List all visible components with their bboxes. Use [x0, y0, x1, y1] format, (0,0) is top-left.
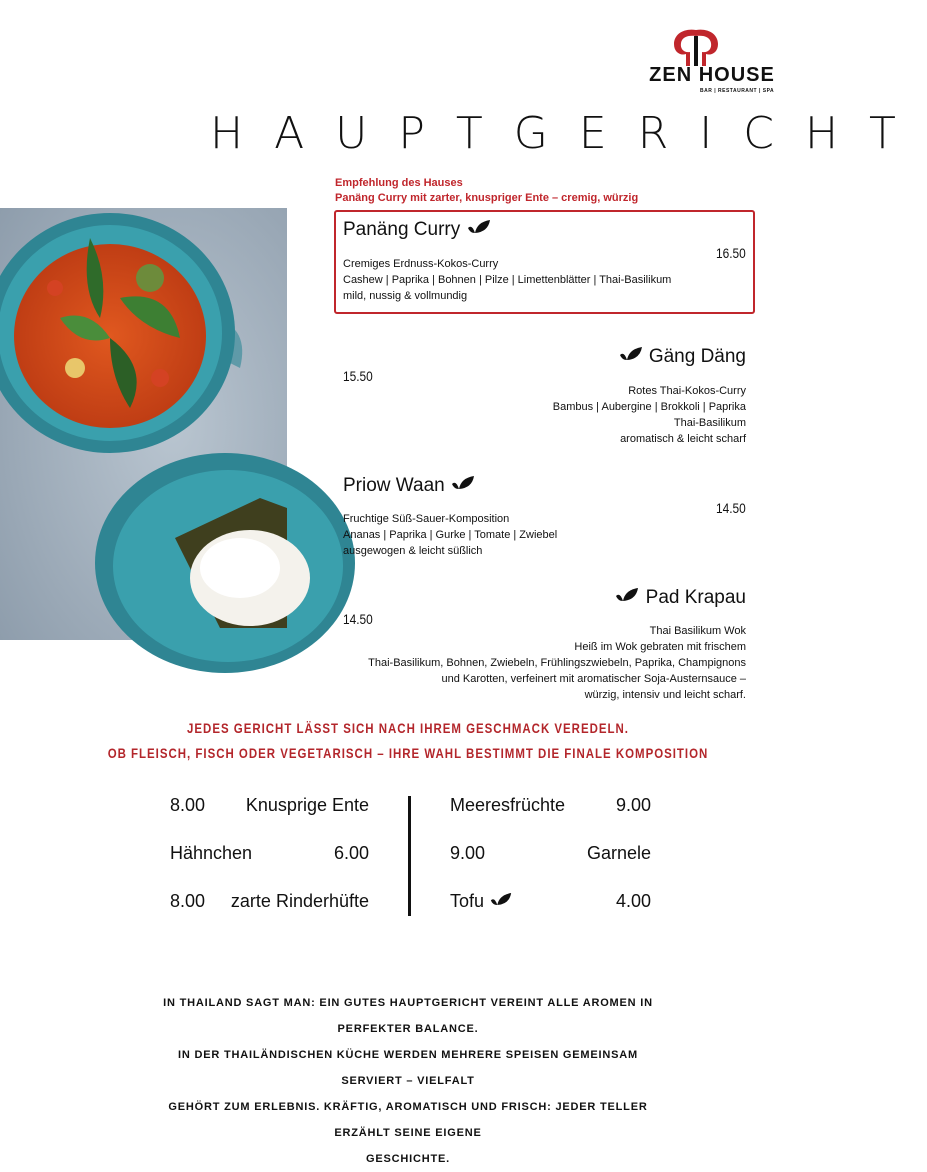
options-divider — [408, 796, 411, 916]
customization-banner-line-2: OB FLEISCH, FISCH ODER VEGETARISCH – IHRE WAHL BESTIMMT DIE FINALE KOMPOSITION — [107, 745, 709, 761]
dish-photo — [0, 208, 287, 640]
desc-line: Ananas | Paprika | Gurke | Tomate | Zwiebel — [343, 529, 558, 541]
option-price: 9.00 — [450, 843, 486, 863]
desc-line: Thai-Basilikum — [673, 417, 746, 429]
dish-name-text: Panäng Curry — [343, 219, 461, 241]
option-name: Hähnchen — [170, 843, 253, 863]
dish-description — [330, 623, 746, 703]
leaf-icon — [489, 891, 513, 913]
desc-line: Cashew | Paprika | Bohnen | Pilze | Limettenblätter | Thai-Basilikum — [343, 274, 672, 286]
dish-name — [343, 474, 476, 498]
option-name: Knusprige Ente — [245, 795, 369, 815]
desc-line: aromatisch & leicht scharf — [620, 433, 746, 445]
option-price: 4.00 — [615, 891, 651, 911]
dish-price: 16.50 — [716, 245, 746, 261]
option-name: Garnele — [586, 843, 651, 863]
brand-tagline: BAR | RESTAURANT | SPA — [700, 88, 775, 94]
leaf-icon — [614, 586, 640, 610]
desc-line: Fruchtige Süß-Sauer-Komposition — [343, 513, 510, 525]
option-price: 9.00 — [615, 795, 651, 815]
dish-price: 14.50 — [716, 500, 746, 516]
desc-line: Thai-Basilikum, Bohnen, Zwiebeln, Frühlingszwiebeln, Paprika, Champignons — [368, 657, 746, 669]
dish-name — [343, 218, 492, 242]
dish-name-text: Priow Waan — [343, 475, 445, 497]
desc-line: Heiß im Wok gebraten mit frischem — [574, 641, 746, 653]
brand-name: ZEN HOUSE — [649, 64, 775, 86]
dish-description — [343, 256, 671, 304]
dish-name — [560, 345, 746, 369]
recommendation-heading: Empfehlung des Hauses — [335, 177, 463, 189]
option-name: Meeresfrüchte — [450, 795, 566, 815]
option-price: 8.00 — [170, 891, 206, 911]
desc-line: Bambus | Aubergine | Brokkoli | Paprika — [552, 401, 746, 413]
dish-name — [560, 586, 746, 610]
option-name — [450, 891, 513, 913]
option-price: 8.00 — [170, 795, 206, 815]
footer-line: GESCHICHTE. — [366, 1153, 450, 1165]
option-price: 6.00 — [333, 843, 369, 863]
footer-line: IN DER THAILÄNDISCHEN KÜCHE WERDEN MEHRERE SPEISEN GEMEINSAM SERVIERT – VIELFALT — [178, 1049, 638, 1087]
recommendation-note — [335, 176, 638, 206]
leaf-icon — [466, 218, 492, 242]
desc-line: Rotes Thai-Kokos-Curry — [628, 385, 746, 397]
dish-name-text: Pad Krapau — [645, 587, 746, 609]
desc-line: mild, nussig & vollmundig — [343, 290, 468, 302]
dish-name-text: Gäng Däng — [648, 346, 746, 368]
desc-line: und Karotten, verfeinert mit aromatischer Soja-Austernsauce – — [441, 673, 746, 685]
desc-line: Cremiges Erdnuss-Kokos-Curry — [343, 258, 499, 270]
customization-banner-line-1: JEDES GERICHT LÄSST SICH NACH IHREM GESCHMACK VEREDELN. — [187, 720, 629, 736]
desc-line: ausgewogen & leicht süßlich — [343, 545, 483, 557]
desc-line: Thai Basilikum Wok — [649, 625, 746, 637]
dish-description — [430, 383, 746, 447]
leaf-icon — [450, 474, 476, 498]
option-name: zarte Rinderhüfte — [230, 891, 369, 911]
desc-line: würzig, intensiv und leicht scharf. — [584, 689, 746, 701]
page-title: HAUPTGERICHT — [210, 108, 927, 159]
recommendation-text: Panäng Curry mit zarter, knuspriger Ente – cremig, würzig — [335, 192, 639, 204]
dish-price: 15.50 — [343, 368, 373, 384]
leaf-icon — [618, 345, 644, 369]
footer-line: IN THAILAND SAGT MAN: EIN GUTES HAUPTGERICHT VEREINT ALLE AROMEN IN PERFEKTER BALANCE. — [163, 997, 653, 1035]
dish-description — [343, 511, 557, 559]
dish-price: 14.50 — [343, 611, 373, 627]
footer-note — [150, 990, 666, 1172]
option-name-text: Tofu — [450, 891, 485, 911]
footer-line: GEHÖRT ZUM ERLEBNIS. KRÄFTIG, AROMATISCH UND FRISCH: JEDER TELLER ERZÄHLT SEINE EIGENE — [168, 1101, 648, 1139]
